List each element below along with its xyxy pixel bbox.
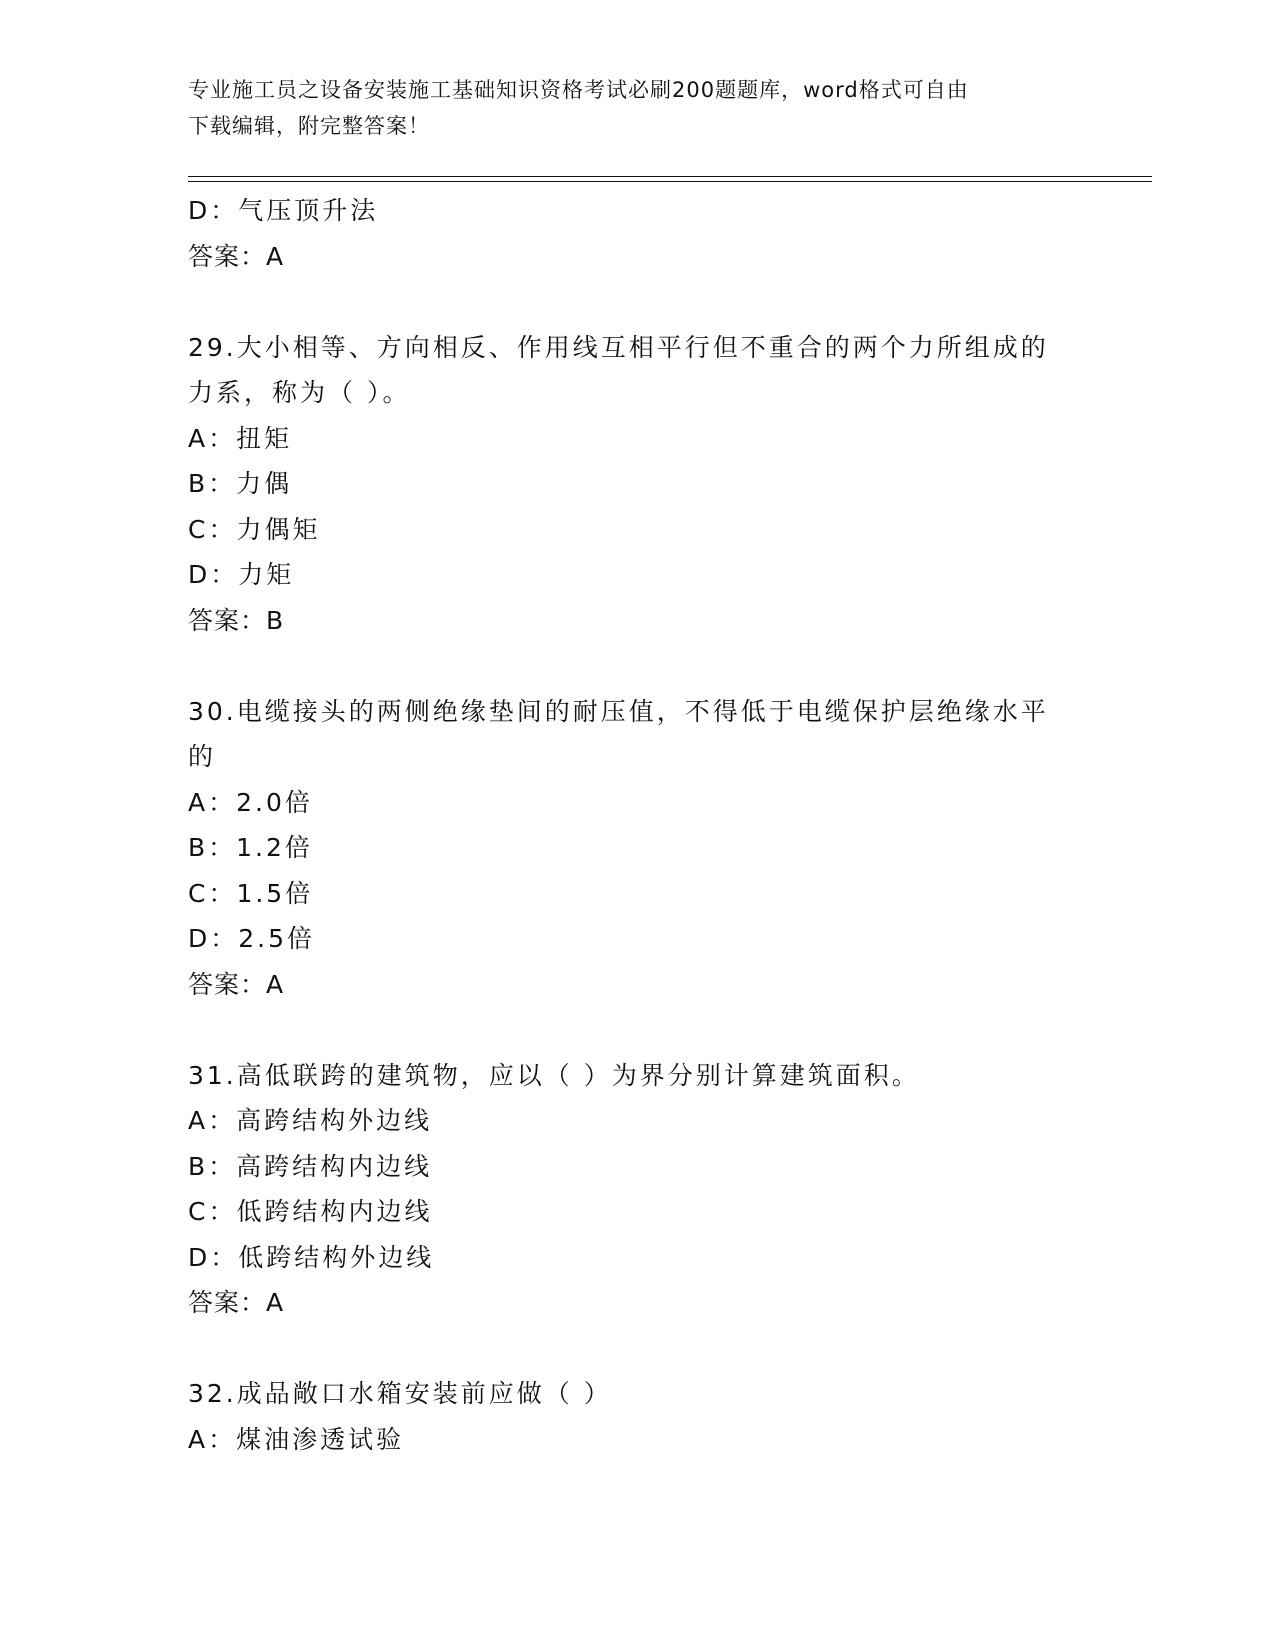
question-31 xyxy=(188,1053,1088,1326)
prev-answer: 答案：A xyxy=(188,241,285,271)
question-list xyxy=(188,188,1088,1462)
spacer xyxy=(188,279,1088,325)
question-31-answer: 答案：A xyxy=(188,1288,285,1317)
spacer xyxy=(188,1007,1088,1053)
question-30-answer: 答案：A xyxy=(188,969,285,999)
question-32-option-a: A：煤油渗透试验 xyxy=(188,1424,405,1454)
question-29-option-b: B：力偶 xyxy=(188,469,293,498)
spacer xyxy=(188,1326,1088,1372)
question-29 xyxy=(188,325,1088,644)
question-31-option-d: D：低跨结构外边线 xyxy=(188,1242,435,1272)
question-31-stem-1: 31.高低联跨的建筑物，应以（ ）为界分别计算建筑面积。 xyxy=(188,1060,920,1090)
question-29-stem-1: 29.大小相等、方向相反、作用线互相平行但不重合的两个力所组成的 xyxy=(188,332,1049,362)
question-29-option-d: D：力矩 xyxy=(188,560,295,589)
question-31-option-b: B：高跨结构内边线 xyxy=(188,1151,433,1181)
header-line-2: 下载编辑，附完整答案！ xyxy=(188,114,430,138)
question-29-option-a: A：扭矩 xyxy=(188,423,293,453)
question-32-stem-1: 32.成品敞口水箱安装前应做（ ） xyxy=(188,1379,612,1408)
question-30-option-b: B：1.2倍 xyxy=(188,833,313,862)
prev-option-d: D：气压顶升法 xyxy=(188,196,379,225)
header-divider-top xyxy=(188,176,1152,177)
question-30-option-c: C：1.5倍 xyxy=(188,878,314,908)
question-31-option-a: A：高跨结构外边线 xyxy=(188,1106,433,1135)
header-line-1: 专业施工员之设备安装施工基础知识资格考试必刷200题题库，word格式可自由 xyxy=(188,78,969,102)
question-30-option-a: A：2.0倍 xyxy=(188,787,313,817)
question-30-stem-1: 30.电缆接头的两侧绝缘垫间的耐压值，不得低于电缆保护层绝缘水平 xyxy=(188,696,1049,726)
header-divider-bottom xyxy=(188,181,1152,182)
question-30-stem-2: 的 xyxy=(188,742,217,771)
question-32 xyxy=(188,1371,1088,1462)
question-29-option-c: C：力偶矩 xyxy=(188,514,321,544)
question-30 xyxy=(188,689,1088,1008)
spacer xyxy=(188,643,1088,689)
question-29-stem-2: 力系，称为（ ）。 xyxy=(188,378,411,407)
question-31-option-c: C：低跨结构内边线 xyxy=(188,1197,433,1226)
question-29-answer: 答案：B xyxy=(188,605,285,635)
question-30-option-d: D：2.5倍 xyxy=(188,924,316,953)
document-header xyxy=(188,72,1068,144)
